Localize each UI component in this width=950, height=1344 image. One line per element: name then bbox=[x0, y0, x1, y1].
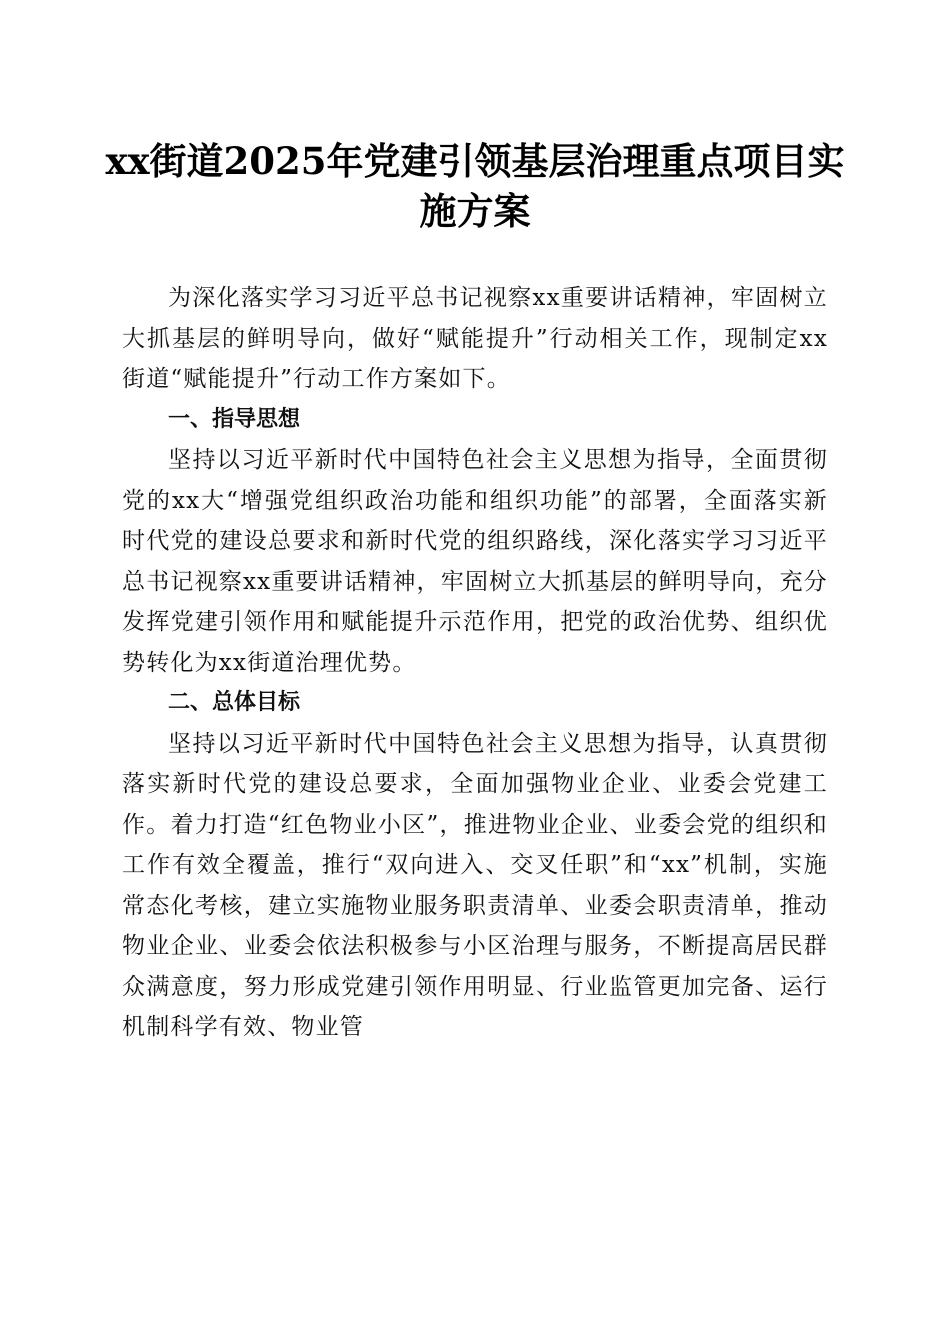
section-heading-guiding-ideology: 一、指导思想 bbox=[168, 406, 301, 432]
document-body bbox=[122, 278, 828, 1048]
document-title bbox=[100, 136, 850, 236]
section-paragraph-overall-goals: 坚持以习近平新时代中国特色社会主义思想为指导，认真贯彻落实新时代党的建设总要求，全面加强物业企业、业委会党建工作。着力打造“红色物业小区”，推进物业企业、业委会党的组织和工作有效全覆盖，推行“双向进入、交叉任职”和“xx”机制，实施常态化考核，建立实施物业服务职责清单、业委会职责清单，推动物业企业、业委会依法积极参与小区治理与服务，不断提高居民群众满意度，努力形成党建引领作用明显、行业监管更加完备、运行机制科学有效、物业管 bbox=[122, 730, 828, 1040]
title-line-1: xx街道2025年党建引领基层治理重点项目实 bbox=[105, 139, 845, 183]
section-paragraph-guiding-ideology: 坚持以习近平新时代中国特色社会主义思想为指导，全面贯彻党的xx大“增强党组织政治功能和组织功能”的部署，全面落实新时代党的建设总要求和新时代党的组织路线，深化落实学习习近平总书记视察xx重要讲话精神，牢固树立大抓基层的鲜明导向，充分发挥党建引领作用和赋能提升示范作用，把党的政治优势、组织优势转化为xx街道治理优势。 bbox=[122, 447, 828, 676]
section-heading-overall-goals: 二、总体目标 bbox=[168, 690, 301, 715]
intro-paragraph: 为深化落实学习习近平总书记视察xx重要讲话精神，牢固树立大抓基层的鲜明导向，做好“赋能提升”行动相关工作，现制定xx街道“赋能提升”行动工作方案如下。 bbox=[122, 285, 828, 392]
title-line-2: 施方案 bbox=[419, 189, 531, 233]
